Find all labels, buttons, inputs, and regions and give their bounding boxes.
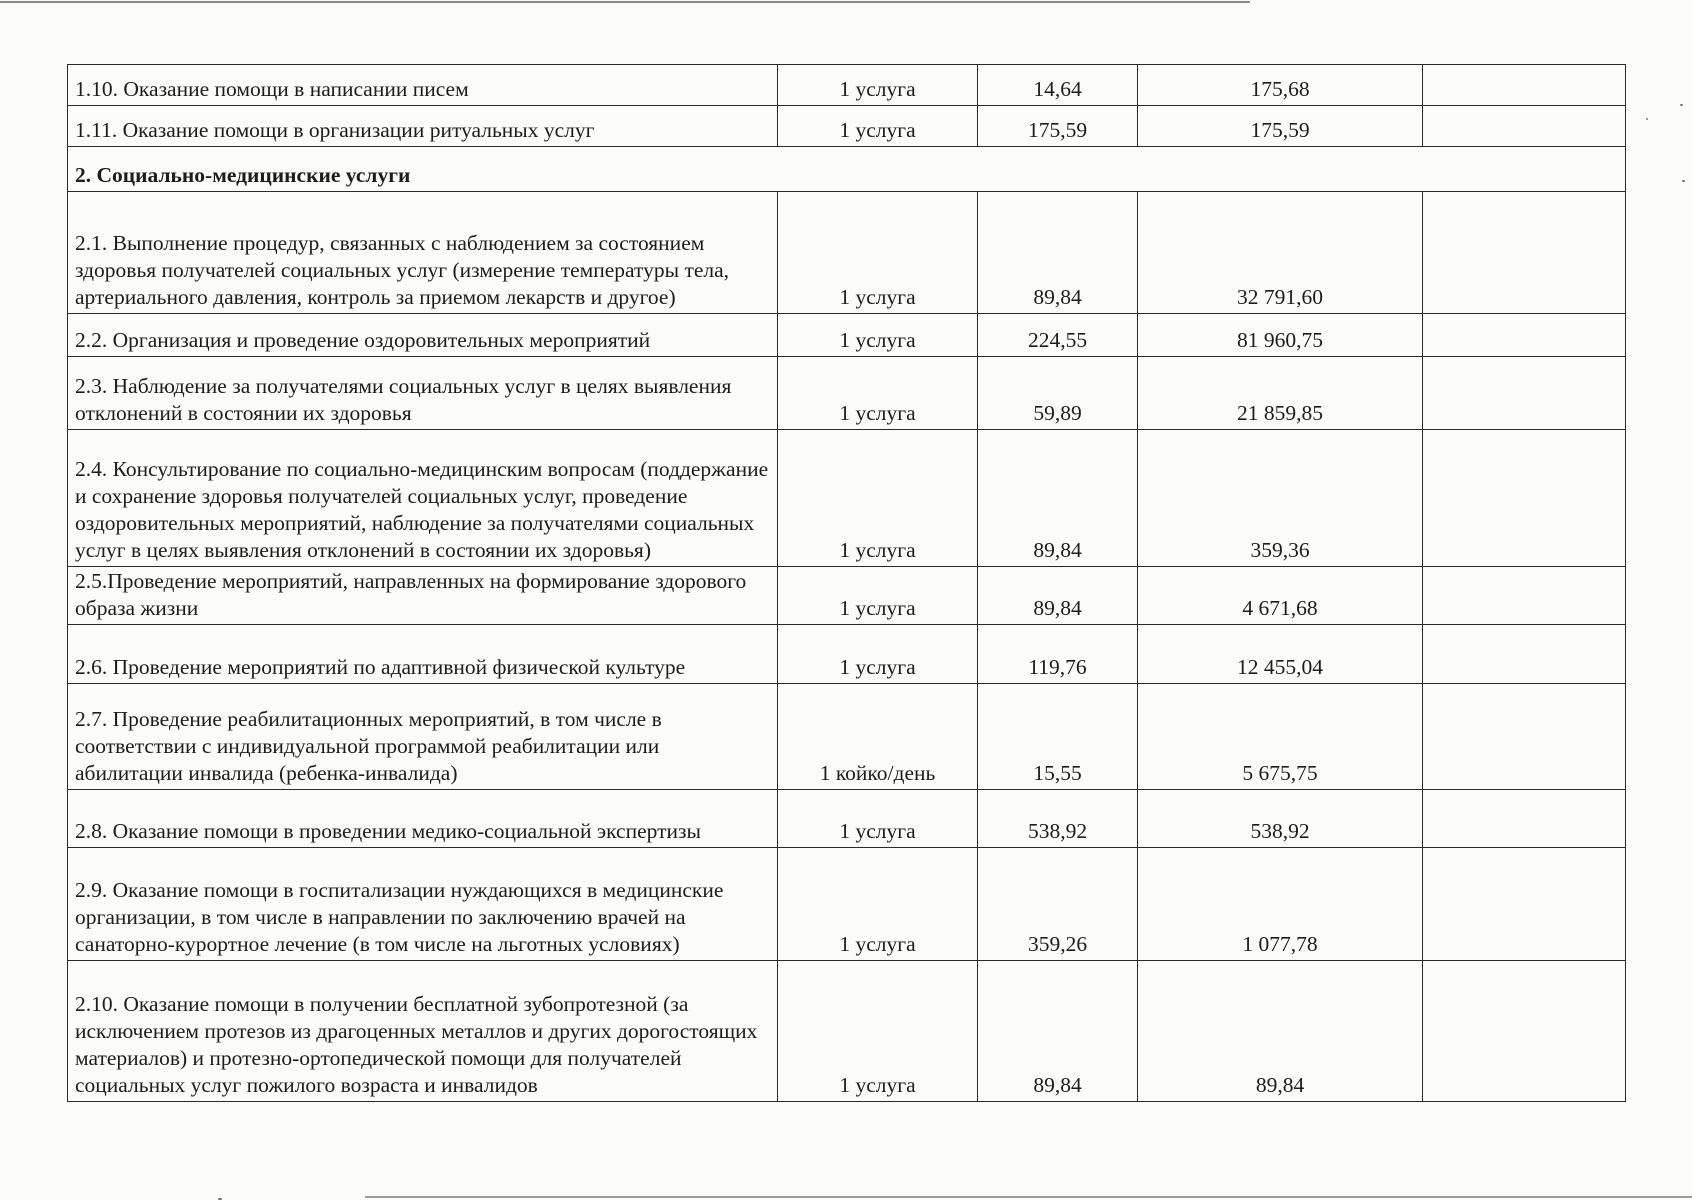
service-unit: 1 услуга (778, 567, 978, 625)
service-unit: 1 услуга (778, 430, 978, 567)
table-row (68, 790, 1626, 848)
empty-cell (1423, 684, 1626, 790)
service-name: 2.8. Оказание помощи в проведении медико-социальной экспертизы (68, 790, 778, 848)
service-price: 175,59 (978, 106, 1138, 147)
service-total: 32 791,60 (1138, 192, 1423, 314)
empty-cell (1423, 567, 1626, 625)
table-row (68, 357, 1626, 430)
service-unit: 1 услуга (778, 625, 978, 684)
service-price: 14,64 (978, 65, 1138, 106)
scan-speck (1646, 118, 1648, 120)
table-row (68, 192, 1626, 314)
service-total: 89,84 (1138, 961, 1423, 1102)
service-price: 89,84 (978, 430, 1138, 567)
empty-cell (1423, 65, 1626, 106)
scan-edge-top (0, 1, 1250, 3)
service-total: 21 859,85 (1138, 357, 1423, 430)
service-price: 89,84 (978, 192, 1138, 314)
empty-cell (1423, 314, 1626, 357)
service-total: 81 960,75 (1138, 314, 1423, 357)
service-total: 175,68 (1138, 65, 1423, 106)
service-price: 59,89 (978, 357, 1138, 430)
service-total: 175,59 (1138, 106, 1423, 147)
table-row (68, 961, 1626, 1102)
table-row (68, 106, 1626, 147)
table-row (68, 684, 1626, 790)
service-total: 12 455,04 (1138, 625, 1423, 684)
service-name: 2.10. Оказание помощи в получении бесплатной зубопротезной (за исключением протезов из драгоценных металлов и других дорогостоящих материалов) и протезно-ортопедической помощи для получателей социальных услуг пожилого возраста и инвалидов (68, 961, 778, 1102)
service-unit: 1 услуга (778, 65, 978, 106)
empty-cell (1423, 430, 1626, 567)
service-price: 359,26 (978, 848, 1138, 961)
service-price: 224,55 (978, 314, 1138, 357)
scan-speck (1682, 180, 1685, 182)
service-unit: 1 услуга (778, 106, 978, 147)
empty-cell (1423, 357, 1626, 430)
empty-cell (1423, 961, 1626, 1102)
service-unit: 1 услуга (778, 790, 978, 848)
service-unit: 1 койко/день (778, 684, 978, 790)
services-table (67, 64, 1626, 1102)
service-total: 4 671,68 (1138, 567, 1423, 625)
empty-cell (1423, 192, 1626, 314)
service-name: 2.7. Проведение реабилитационных мероприятий, в том числе в соответствии с индивидуальной программой реабилитации или абилитации инвалида (ребенка-инвалида) (68, 684, 778, 790)
section-header-row (68, 147, 1626, 192)
service-name: 2.2. Организация и проведение оздоровительных мероприятий (68, 314, 778, 357)
service-price: 89,84 (978, 961, 1138, 1102)
scan-edge-bottom (365, 1196, 1692, 1198)
service-name: 2.1. Выполнение процедур, связанных с наблюдением за состоянием здоровья получателей социальных услуг (измерение температуры тела, артериального давления, контроль за приемом лекарств и другое) (68, 192, 778, 314)
service-unit: 1 услуга (778, 314, 978, 357)
table-row (68, 625, 1626, 684)
service-unit: 1 услуга (778, 848, 978, 961)
service-total: 359,36 (1138, 430, 1423, 567)
service-price: 89,84 (978, 567, 1138, 625)
service-price: 15,55 (978, 684, 1138, 790)
service-name: 2.9. Оказание помощи в госпитализации нуждающихся в медицинские организации, в том числе в направлении по заключению врачей на санаторно-курортное лечение (в том числе на льготных условиях) (68, 848, 778, 961)
service-unit: 1 услуга (778, 357, 978, 430)
empty-cell (1423, 625, 1626, 684)
table-row (68, 314, 1626, 357)
service-name: 2.4. Консультирование по социально-медицинским вопросам (поддержание и сохранение здоровья получателей социальных услуг, проведение оздоровительных мероприятий, наблюдение за получателями социальных услуг в целях выявления отклонений в состоянии их здоровья) (68, 430, 778, 567)
table-row (68, 848, 1626, 961)
service-name: 1.11. Оказание помощи в организации ритуальных услуг (68, 106, 778, 147)
service-name: 2.5.Проведение мероприятий, направленных на формирование здорового образа жизни (68, 567, 778, 625)
table-row (68, 430, 1626, 567)
scan-speck (1680, 104, 1683, 106)
service-total: 1 077,78 (1138, 848, 1423, 961)
service-price: 538,92 (978, 790, 1138, 848)
service-total: 5 675,75 (1138, 684, 1423, 790)
service-unit: 1 услуга (778, 961, 978, 1102)
service-name: 2.3. Наблюдение за получателями социальных услуг в целях выявления отклонений в состоянии их здоровья (68, 357, 778, 430)
service-total: 538,92 (1138, 790, 1423, 848)
service-price: 119,76 (978, 625, 1138, 684)
service-unit: 1 услуга (778, 192, 978, 314)
table-row (68, 567, 1626, 625)
empty-cell (1423, 106, 1626, 147)
service-name: 1.10. Оказание помощи в написании писем (68, 65, 778, 106)
empty-cell (1423, 790, 1626, 848)
section-title: 2. Социально-медицинские услуги (68, 147, 1626, 192)
service-name: 2.6. Проведение мероприятий по адаптивной физической культуре (68, 625, 778, 684)
table-row (68, 65, 1626, 106)
empty-cell (1423, 848, 1626, 961)
